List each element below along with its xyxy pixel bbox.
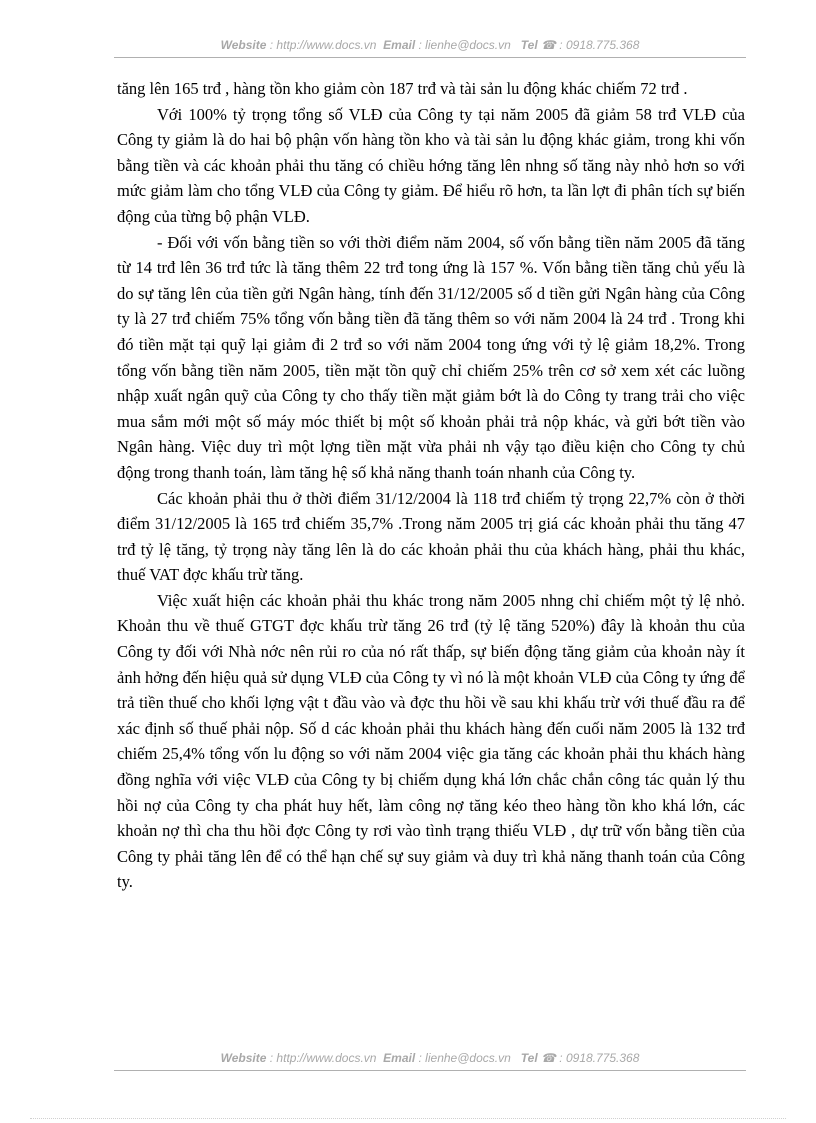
footer-tel-value: ☎ : 0918.775.368 <box>541 1051 640 1065</box>
paragraph-other-receivables: Việc xuất hiện các khoản phải thu khác trong năm 2005 nhng chỉ chiếm một tỷ lệ nhỏ. Khoản thu về thuế GTGT đợc khấu trừ tăng 26 trđ (tỷ lệ tăng 520%) đây là khoản thu của Công ty đối với Nhà nớc nên rủi ro của nó rất thấp, sự biến động tăng giảm của khoản này ít ảnh hởng đến hiệu quả sử dụng VLĐ của Công ty vì nó là một khoản VLĐ của Công ty ứng để trả tiền thuế cho khối lợng vật t đầu vào và đợc thu hồi về sau khi khấu trừ với thuế đầu ra để xác định số thuế phải nộp. Số d các khoản phải thu khách hàng đến cuối năm 2005 là 132 trđ chiếm 25,4% tổng vốn lu động so với năm 2004 việc gia tăng các khoản phải thu khách hàng đồng nghĩa với việc VLĐ của Công ty bị chiếm dụng khá lớn chắc chắn công tác quản lý thu hồi nợ của Công ty cha phát huy hết, làm công nợ tăng kéo theo hàng tồn kho khá lớn, các khoản nợ thì cha thu hồi đợc Công ty rơi vào tình trạng thiếu VLĐ , dự trữ vốn bằng tiền của Công ty phải tăng lên để có thể hạn chế sự suy giảm và duy trì khả năng thanh toán của Công ty. <box>117 590 745 892</box>
footer-email-link[interactable]: : lienhe@docs.vn <box>418 1051 511 1065</box>
paragraph-cash-analysis: - Đối với vốn bằng tiền so với thời điểm năm 2004, số vốn bằng tiền năm 2005 đã tăng từ 14 trđ lên 36 trđ tức là tăng thêm 22 trđ tong ứng là 157 %. Vốn bằng tiền tăng chủ yếu là do sự tăng lên của tiền gửi Ngân hàng, tính đến 31/12/2005 số d tiền gửi Ngân hàng của Công ty là 27 trđ chiếm 75% tổng vốn bằng tiền đã tăng thêm so với năm 2004 là 24 trđ . Trong khi đó tiền mặt tại quỹ lại giảm đi 2 trđ so với năm 2004 tong ứng với tỷ lệ giảm 18,2%. Trong tổng vốn bằng tiền năm 2005, tiền mặt tồn quỹ chỉ chiếm 25% trên cơ sở xem xét các luồng nhập xuất ngân quỹ của Công ty cho thấy tiền mặt giảm bớt là do Công ty trang trải cho việc mua sắm mới một số máy móc thiết bị một số khoản phải trả nộp khác, và gửi bớt tiền vào Ngân hàng. Việc duy trì một lợng tiền mặt vừa phải nh vậy tạo điều kiện cho Công ty chủ động trong thanh toán, làm tăng hệ số khả năng thanh toán nhanh của Công ty. <box>117 232 745 482</box>
header-email-link[interactable]: : lienhe@docs.vn <box>418 38 511 52</box>
page-bottom-border <box>30 1118 786 1119</box>
document-body <box>117 76 745 895</box>
header-tel-value: ☎ : 0918.775.368 <box>541 38 640 52</box>
paragraph-vld-overview: Với 100% tỷ trọng tổng số VLĐ của Công ty tại năm 2005 đã giảm 58 trđ VLĐ của Công ty giảm là do hai bộ phận vốn hàng tồn kho và tài sản lu động khác giảm, trong khi vốn bằng tiền và các khoản phải thu tăng có chiều hớng tăng lên nhng số tăng này nhỏ hơn so với mức giảm làm cho tổng VLĐ của Công ty giảm. Để hiểu rõ hơn, ta lần lợt đi phân tích sự biến động của từng bộ phận VLĐ. <box>117 104 745 226</box>
header-tel-label: Tel <box>520 38 538 52</box>
footer-tel-label: Tel <box>520 1051 538 1065</box>
footer-website-label: Website <box>220 1051 267 1065</box>
paragraph-receivables: Các khoản phải thu ở thời điểm 31/12/2004 là 118 trđ chiếm tỷ trọng 22,7% còn ở thời điểm 31/12/2005 là 165 trđ chiếm 35,7% .Trong năm 2005 trị giá các khoản phải thu tăng 47 trđ tỷ lệ tăng, tỷ trọng này tăng lên là do các khoản phải thu của khách hàng, phải thu khác, thuế VAT đợc khấu trừ tăng. <box>117 488 745 585</box>
header-email-label: Email <box>383 38 416 52</box>
page-header <box>114 38 746 52</box>
header-website-link[interactable]: : http://www.docs.vn <box>269 38 377 52</box>
footer-divider <box>114 1070 746 1071</box>
paragraph-continuation: tăng lên 165 trđ , hàng tồn kho giảm còn 187 trđ và tài sản lu động khác chiếm 72 trđ . <box>117 79 688 98</box>
footer-email-label: Email <box>383 1051 416 1065</box>
header-divider <box>114 57 746 58</box>
page-footer <box>114 1051 746 1065</box>
footer-website-link[interactable]: : http://www.docs.vn <box>269 1051 377 1065</box>
header-website-label: Website <box>220 38 267 52</box>
